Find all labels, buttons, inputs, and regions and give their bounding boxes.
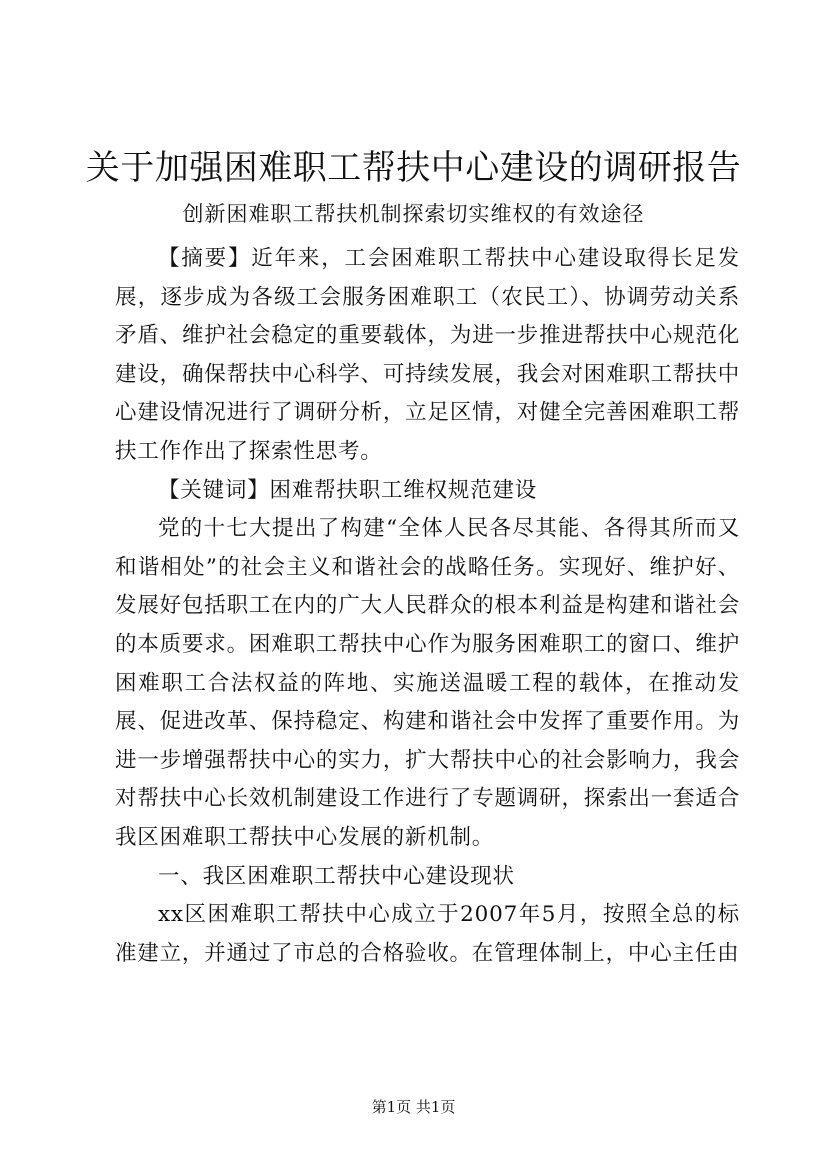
document-body: [115, 240, 740, 973]
body-paragraph: xx区困难职工帮扶中心成立于2007年5月，按照全总的标准建立，并通过了市总的合格验收。在管理体制上，中心主任由: [115, 902, 740, 966]
document-title: 关于加强困难职工帮扶中心建设的调研报告: [85, 148, 742, 188]
section-heading: 一、我区困难职工帮扶中心建设现状: [158, 863, 515, 889]
abstract-paragraph: 【摘要】近年来，工会困难职工帮扶中心建设取得长足发展，逐步成为各级工会服务困难职工（农民工）、协调劳动关系矛盾、维护社会稳定的重要载体，为进一步推进帮扶中心规范化建设，确保帮扶中心科学、可持续发展，我会对困难职工帮扶中心建设情况进行了调研分析，立足区情，对健全完善困难职工帮扶工作作出了探索性思考。: [115, 246, 740, 464]
body-paragraph: 党的十七大提出了构建“全体人民各尽其能、各得其所而又和谐相处”的社会主义和谐社会的战略任务。实现好、维护好、发展好包括职工在内的广大人民群众的根本利益是构建和谐社会的本质要求。困难职工帮扶中心作为服务困难职工的窗口、维护困难职工合法权益的阵地、实施送温暖工程的载体，在推动发展、促进改革、保持稳定、构建和谐社会中发挥了重要作用。为进一步增强帮扶中心的实力，扩大帮扶中心的社会影响力，我会对帮扶中心长效机制建设工作进行了专题调研，探索出一套适合我区困难职工帮扶中心发展的新机制。: [115, 516, 740, 850]
keywords-paragraph: 【关键词】困难帮扶职工维权规范建设: [158, 477, 538, 503]
document-subtitle: 创新困难职工帮扶机制探索切实维权的有效途径: [182, 202, 645, 226]
page-footer: 第1页 共1页: [371, 1098, 456, 1116]
